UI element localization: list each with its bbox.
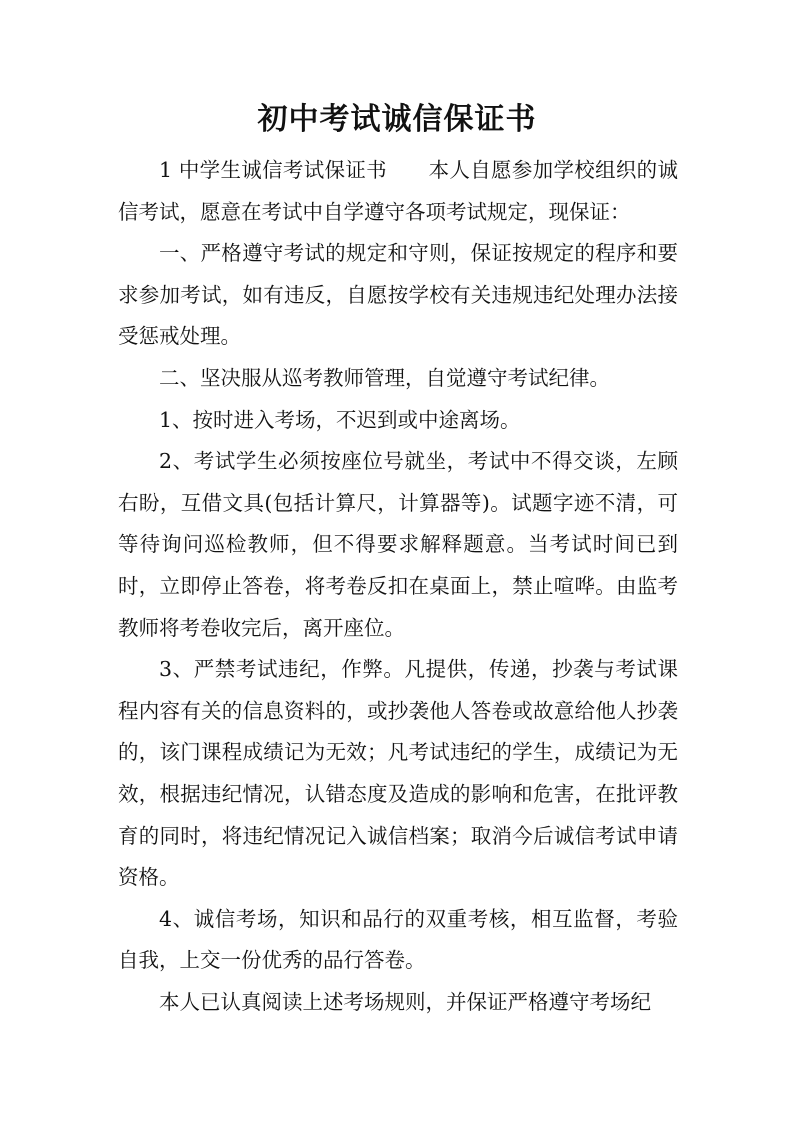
document-title: 初中考试诚信保证书	[257, 102, 537, 137]
document-body	[118, 150, 678, 1023]
paragraph-item-4: 4、诚信考场，知识和品行的双重考核，相互监督，考验自我，上交一份优秀的品行答卷。	[118, 906, 678, 973]
paragraph-item-1: 1、按时进入考场，不迟到或中途离场。	[159, 407, 521, 432]
paragraph-intro: 1 中学生诚信考试保证书 本人自愿参加学校组织的诚信考试，愿意在考试中自学遵守各项考试规定，现保证：	[118, 158, 678, 224]
paragraph-closing: 本人已认真阅读上述考场规则，并保证严格遵守考场纪	[159, 989, 651, 1014]
paragraph-rule-1: 一、严格遵守考试的规定和守则，保证按规定的程序和要求参加考试，如有违反，自愿按学校有关违规违纪处理办法接受惩戒处理。	[118, 241, 678, 349]
paragraph-item-3: 3、严禁考试违纪，作弊。凡提供，传递，抄袭与考试课程内容有关的信息资料的，或抄袭他人答卷或故意给他人抄袭的，该门课程成绩记为无效；凡考试违纪的学生，成绩记为无效，根据违纪情况，认错态度及造成的影响和危害，在批评教育的同时，将违纪情况记入诚信档案；取消今后诚信考试申请资格。	[118, 657, 678, 890]
paragraph-rule-2: 二、坚决服从巡考教师管理，自觉遵守考试纪律。	[159, 365, 610, 390]
paragraph-item-2: 2、考试学生必须按座位号就坐，考试中不得交谈，左顾右盼，互借文具(包括计算尺，计算器等)。试题字迹不清，可等待询问巡检教师，但不得要求解释题意。当考试时间已到时，立即停止答卷，将考卷反扣在桌面上，禁止喧哗。由监考教师将考卷收完后，离开座位。	[118, 449, 678, 640]
